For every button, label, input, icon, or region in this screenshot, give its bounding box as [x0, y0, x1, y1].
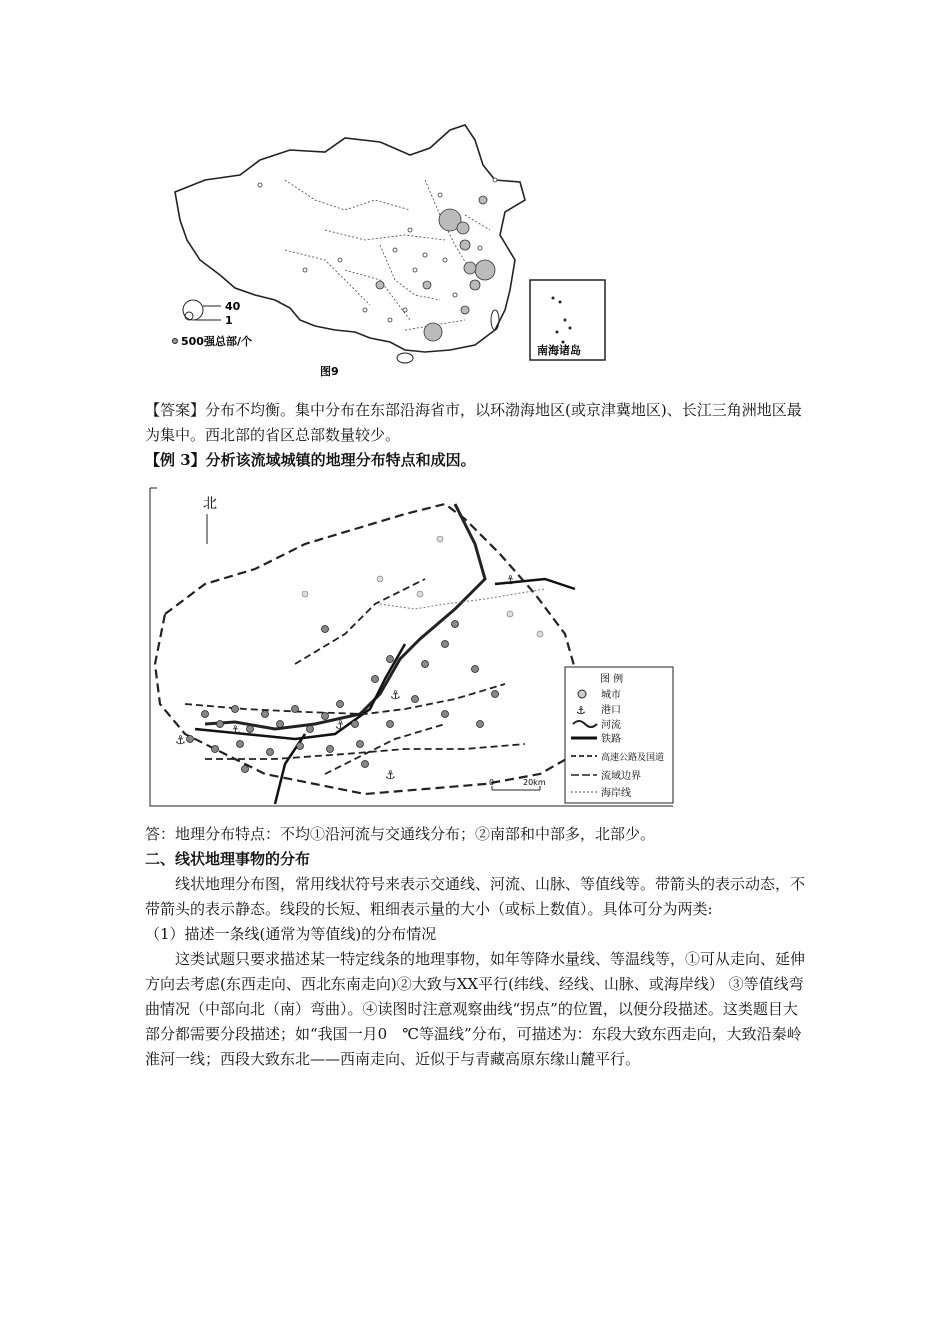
bubble-sichuan [376, 281, 384, 289]
city [327, 746, 334, 753]
map2-legend [565, 667, 673, 803]
bubble-guangdong [424, 323, 442, 341]
answer2-text: 答：地理分布特点：不均①沿河流与交通线分布；②南部和中部多，北部少。 [145, 825, 656, 843]
answer-paragraph-2 [145, 822, 810, 847]
answer1-text: 【答案】分布不均衡。集中分布在东部沿海省市，以环渤海地区(或京津冀地区)、长江三角洲地区最为集中。西北部的省区总部数量较少。 [145, 401, 802, 444]
island [556, 331, 559, 334]
city [422, 661, 429, 668]
dot [408, 228, 412, 232]
scale-start: 0 [489, 778, 495, 787]
legend-small-value: 1 [225, 314, 233, 327]
city [212, 746, 219, 753]
legend-dot [173, 339, 178, 344]
city [202, 711, 209, 718]
island [552, 297, 555, 300]
china-headquarters-map [165, 120, 625, 385]
city [452, 621, 459, 628]
legend-label: 500强总部/个 [181, 335, 252, 348]
dot [423, 253, 427, 257]
legend-title: 图 例 [600, 674, 624, 685]
city [477, 721, 484, 728]
small-dots [258, 178, 497, 322]
example3-text: 分析该流域城镇的地理分布特点和成因。 [205, 451, 476, 469]
example3-bracket: 【例 3】 [145, 451, 206, 469]
answer-paragraph-1 [145, 398, 810, 448]
bubble-hubei [423, 281, 431, 289]
example3-question [145, 448, 810, 473]
section2-subheading [145, 922, 810, 947]
city [417, 591, 423, 597]
legend-item-coast: 海岸线 [601, 788, 631, 799]
city [277, 721, 284, 728]
inset-islands [552, 297, 572, 344]
city [387, 721, 394, 728]
section2-para2 [145, 947, 810, 1072]
section2-heading [145, 847, 810, 872]
city [412, 696, 419, 703]
city [537, 631, 543, 637]
port-symbols [175, 573, 516, 782]
legend-item-highway: 高速公路及国道 [601, 753, 665, 763]
city [247, 726, 254, 733]
legend-big-value: 40 [225, 300, 241, 313]
legend-port-icon: ⚓ [576, 704, 586, 717]
city [357, 741, 364, 748]
island [569, 327, 572, 330]
dot [438, 193, 442, 197]
dot [443, 258, 447, 262]
dot [338, 258, 342, 262]
dot [493, 178, 497, 182]
north-label: 北 [203, 496, 217, 512]
city [372, 676, 379, 683]
section2-subheading-text: （1）描述一条线(通常为等值线)的分布情况 [145, 925, 437, 943]
taiwan-island [491, 310, 499, 330]
port-anchor-icon: ⚓ [385, 768, 396, 782]
highway [185, 579, 525, 774]
port-anchor-icon: ⚓ [505, 573, 516, 587]
section2-para2-text: 这类试题只要求描述某一特定线条的地理事物，如年等降水量线、等温线等，①可从走向、延伸方向去考虑(东西走向、西北东南走向)②大致与XX平行(纬线、经线、山脉、或海岸线） ③等值线弯曲情况（中部向北（南）弯曲）。④读图时注意观察曲线“拐点”的位置，以便分段描述。这类题目大部分都需要分段描述；如“我国一月0 ℃等温线”分布，可描述为：东段大致东西走向，大致沿秦岭淮河一线；西段大致东北——西南走向、近似于与青藏高原东缘山麓平行。 [145, 950, 806, 1068]
port-anchor-icon: ⚓ [230, 723, 241, 737]
figure9-legend [173, 300, 252, 348]
legend-item-boundary: 流域边界 [601, 771, 641, 782]
city [217, 721, 224, 728]
island [564, 319, 567, 322]
coastline [380, 589, 545, 609]
bubble-tianjin [457, 222, 469, 234]
legend-item-railway: 铁路 [601, 734, 621, 745]
hainan-island [397, 353, 413, 363]
scale-bar [489, 778, 546, 790]
bubble-shandong [460, 240, 470, 250]
watershed-map [145, 484, 677, 810]
dot [303, 268, 307, 272]
city [302, 591, 308, 597]
legend-city-icon [578, 690, 586, 698]
dot [258, 183, 262, 187]
dot [388, 318, 392, 322]
dot [453, 293, 457, 297]
city [437, 536, 443, 542]
dot [403, 308, 407, 312]
dot [413, 268, 417, 272]
section2-para1-text: 线状地理分布图，常用线状符号来表示交通线、河流、山脉、等值线等。带箭头的表示动态，不带箭头的表示静态。线段的长短、粗细表示量的大小（或标上数值）。具体可分为两类: [145, 875, 806, 918]
legend-item-city: 城市 [601, 690, 621, 701]
city [242, 766, 249, 773]
city [352, 721, 359, 728]
section2-heading-text: 二、线状地理事物的分布 [145, 850, 311, 868]
city [337, 701, 344, 708]
inset-label: 南海诸岛 [537, 344, 581, 357]
dot [363, 308, 367, 312]
city [262, 711, 269, 718]
city [387, 656, 394, 663]
bubble-shanghai [475, 260, 495, 280]
port-anchor-icon: ⚓ [335, 718, 346, 732]
section2-para1 [145, 872, 810, 922]
city [187, 736, 194, 743]
city [297, 743, 304, 750]
city [237, 741, 244, 748]
scale-end: 20km [523, 778, 546, 787]
city [232, 706, 239, 713]
city [307, 726, 314, 733]
legend-item-river: 河流 [601, 720, 621, 731]
city [442, 711, 449, 718]
dot [393, 248, 397, 252]
city [472, 666, 479, 673]
legend-item-port: 港口 [601, 705, 621, 716]
city [292, 706, 299, 713]
headquarter-bubbles [376, 196, 495, 341]
island [559, 301, 562, 304]
city [377, 576, 383, 582]
city [507, 611, 513, 617]
province-borders [285, 180, 490, 330]
city [322, 626, 329, 633]
city [322, 713, 329, 720]
city [267, 749, 274, 756]
city [442, 641, 449, 648]
city [492, 691, 499, 698]
bubble-jiangsu [464, 262, 476, 274]
port-anchor-icon: ⚓ [390, 688, 401, 702]
bubble-liaoning [479, 196, 487, 204]
port-anchor-icon: ⚓ [175, 733, 186, 747]
city [362, 761, 369, 768]
dot [478, 246, 482, 250]
bubble-fujian [461, 306, 469, 314]
bubble-zhejiang [470, 280, 480, 290]
figure9-caption: 图9 [320, 365, 339, 378]
